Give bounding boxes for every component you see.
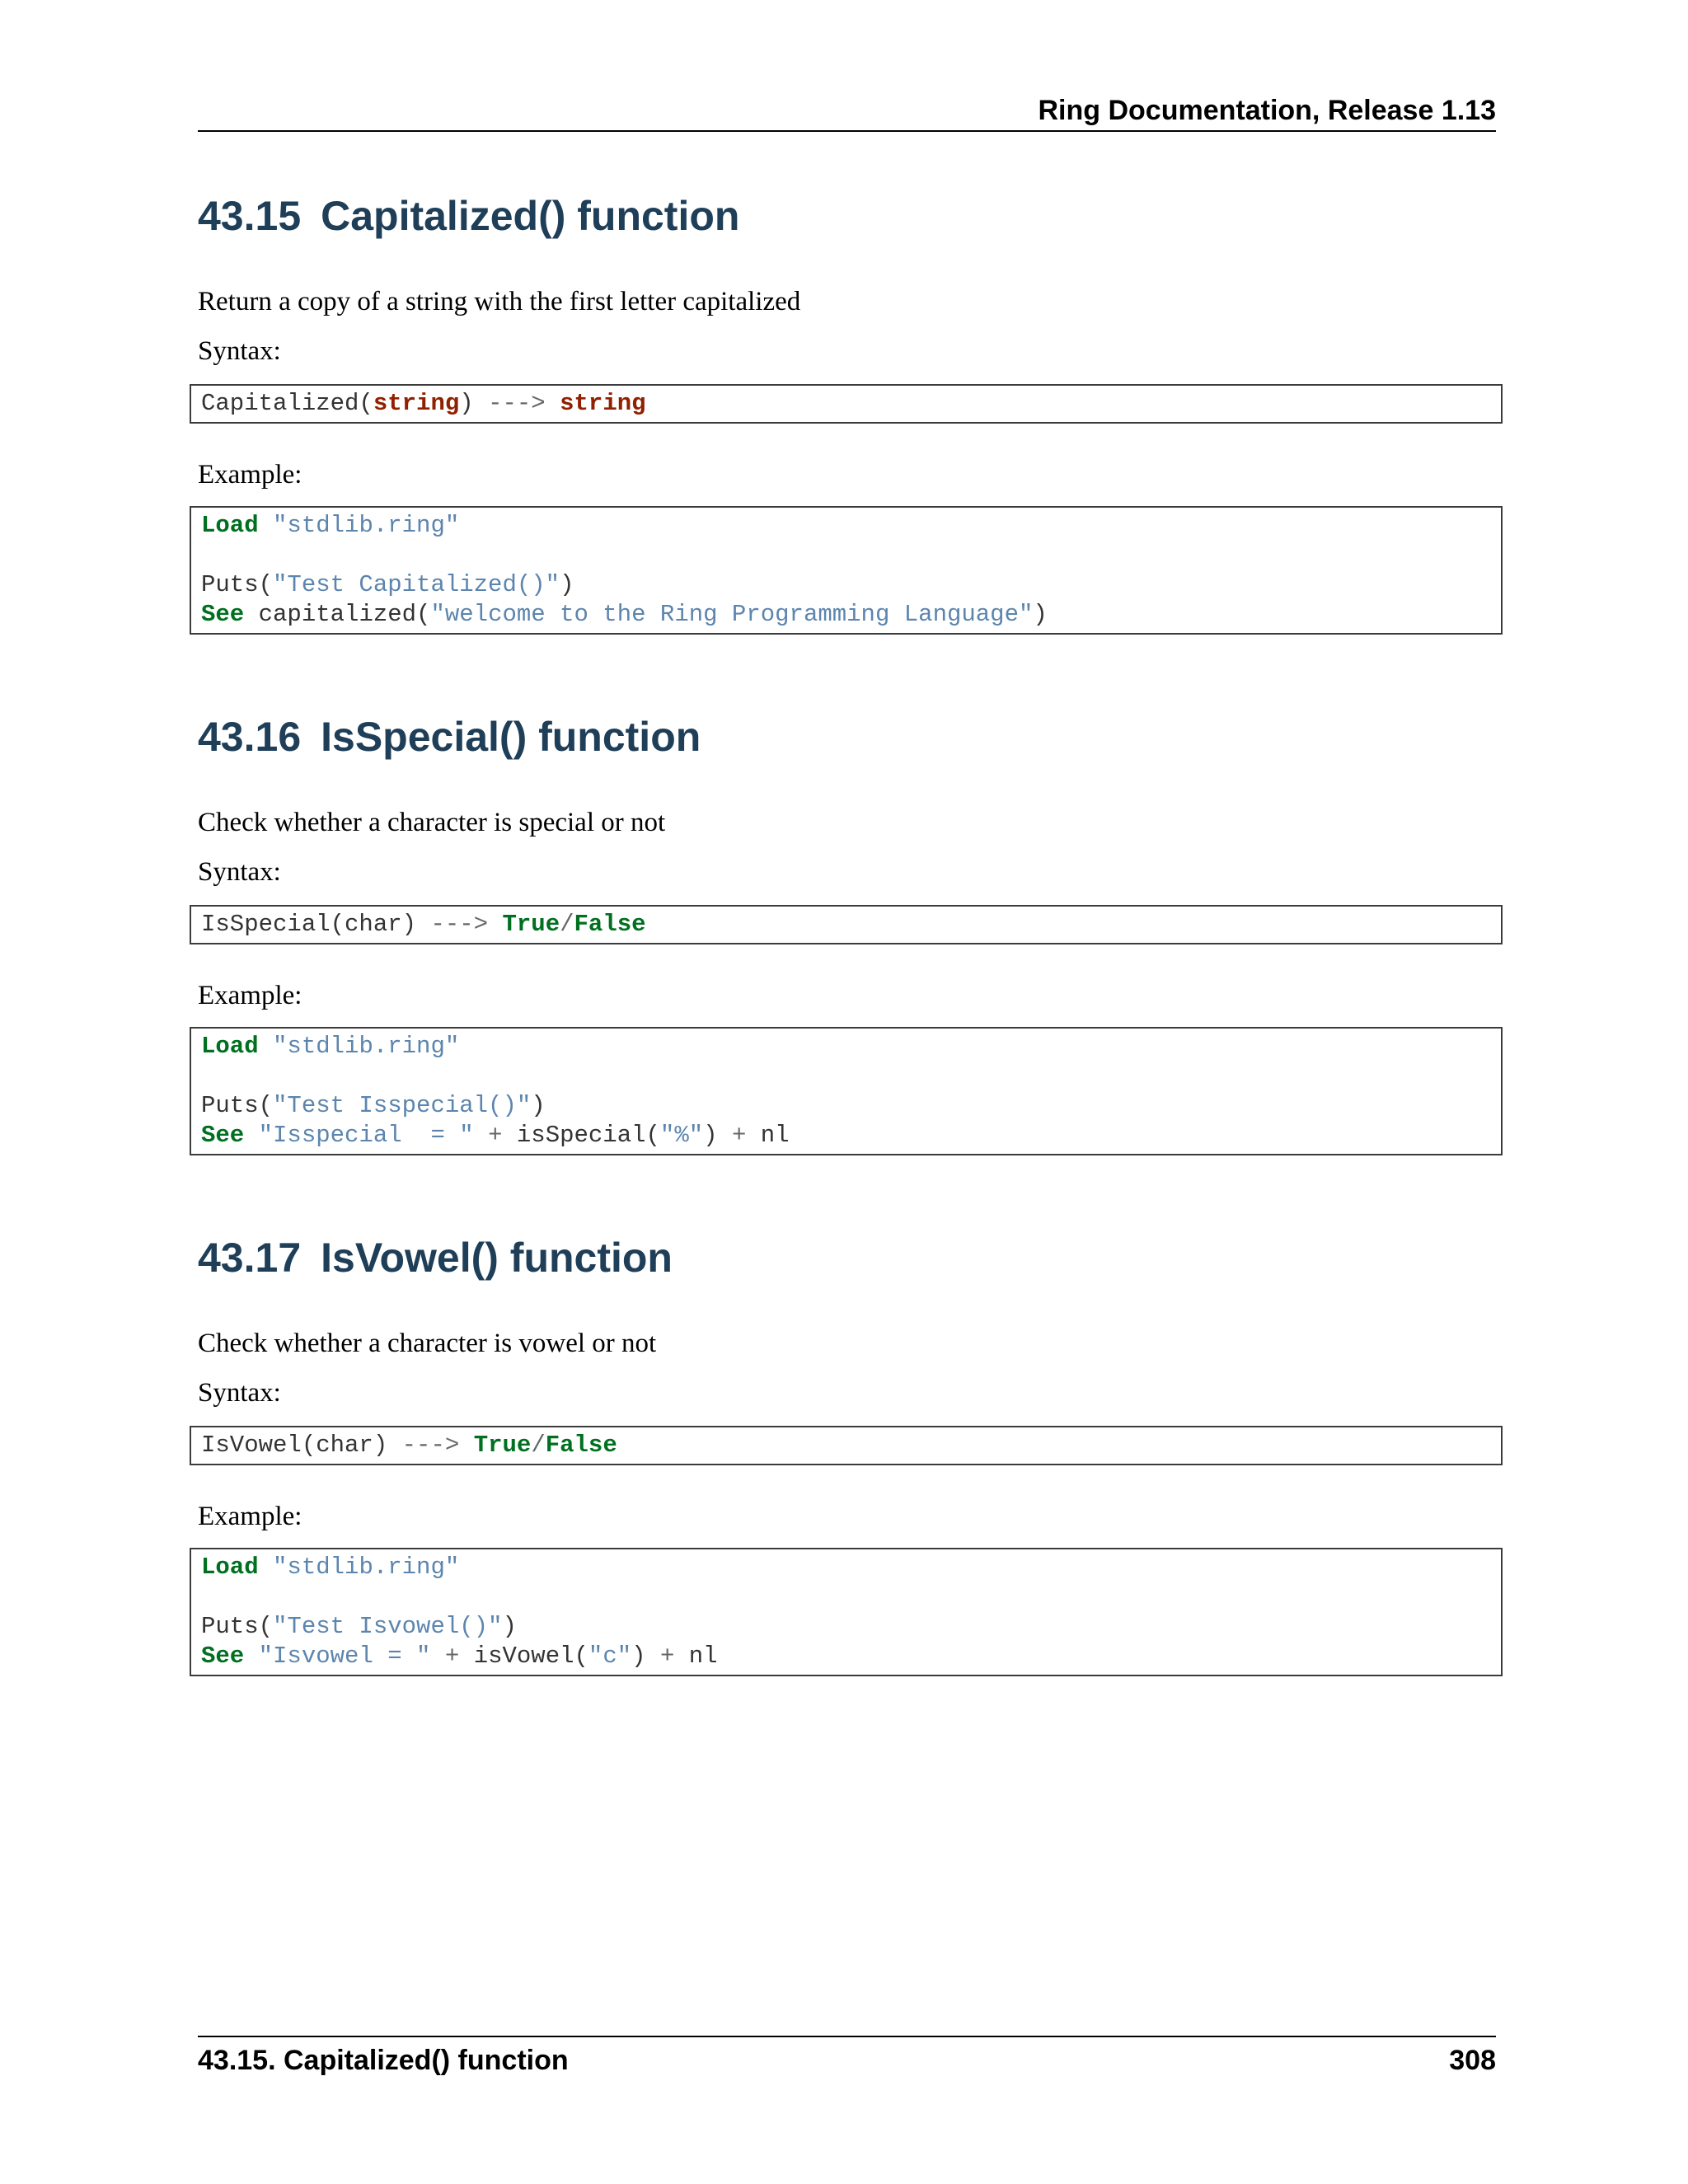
code-line: Load "stdlib.ring"	[201, 1033, 460, 1060]
syntax-code-block	[190, 384, 1503, 424]
code-line-blank	[201, 1582, 1491, 1612]
page-number: 308	[1449, 2045, 1496, 2076]
code-line: IsVowel(char) ---> True/False	[201, 1432, 617, 1459]
code-line: Puts("Test Isspecial()")	[201, 1092, 546, 1119]
code-line: IsSpecial(char) ---> True/False	[201, 911, 646, 938]
section-description: Return a copy of a string with the first letter capitalized	[198, 287, 801, 316]
syntax-label: Syntax:	[198, 1378, 281, 1408]
syntax-label: Syntax:	[198, 336, 281, 366]
section-description: Check whether a character is special or not	[198, 808, 666, 837]
example-code-block	[190, 506, 1503, 635]
section-title-isspecial	[198, 712, 701, 762]
code-line-blank	[201, 1062, 1491, 1091]
code-line: Puts("Test Isvowel()")	[201, 1613, 517, 1640]
section-title-text: IsSpecial() function	[321, 714, 701, 760]
example-code-block	[190, 1027, 1503, 1155]
section-description: Check whether a character is vowel or not	[198, 1329, 657, 1358]
code-line: See "Isvowel = " + isVowel("c") + nl	[201, 1643, 718, 1670]
example-code-block	[190, 1548, 1503, 1676]
syntax-code-block	[190, 1426, 1503, 1465]
footer-section-title: 43.15. Capitalized() function	[198, 2045, 569, 2076]
example-label: Example:	[198, 981, 302, 1010]
code-line: Load "stdlib.ring"	[201, 512, 460, 539]
section-title-capitalized	[198, 191, 739, 241]
page-footer	[198, 2036, 1496, 2083]
header-title: Ring Documentation, Release 1.13	[1038, 95, 1496, 126]
code-line: Puts("Test Capitalized()")	[201, 571, 574, 598]
example-label: Example:	[198, 460, 302, 490]
code-line: See capitalized("welcome to the Ring Programming Language")	[201, 601, 1048, 628]
code-line: Capitalized(string) ---> string	[201, 390, 646, 417]
section-number: 43.15	[198, 193, 302, 239]
section-title-isvowel	[198, 1233, 673, 1282]
example-label: Example:	[198, 1502, 302, 1531]
code-line-blank	[201, 541, 1491, 570]
section-number: 43.16	[198, 714, 302, 760]
syntax-code-block	[190, 905, 1503, 944]
section-title-text: IsVowel() function	[321, 1235, 673, 1281]
syntax-label: Syntax:	[198, 857, 281, 887]
code-line: Load "stdlib.ring"	[201, 1554, 460, 1581]
code-line: See "Isspecial = " + isSpecial("%") + nl	[201, 1122, 790, 1149]
page-header	[198, 91, 1496, 132]
section-title-text: Capitalized() function	[321, 193, 740, 239]
section-number: 43.17	[198, 1235, 302, 1281]
